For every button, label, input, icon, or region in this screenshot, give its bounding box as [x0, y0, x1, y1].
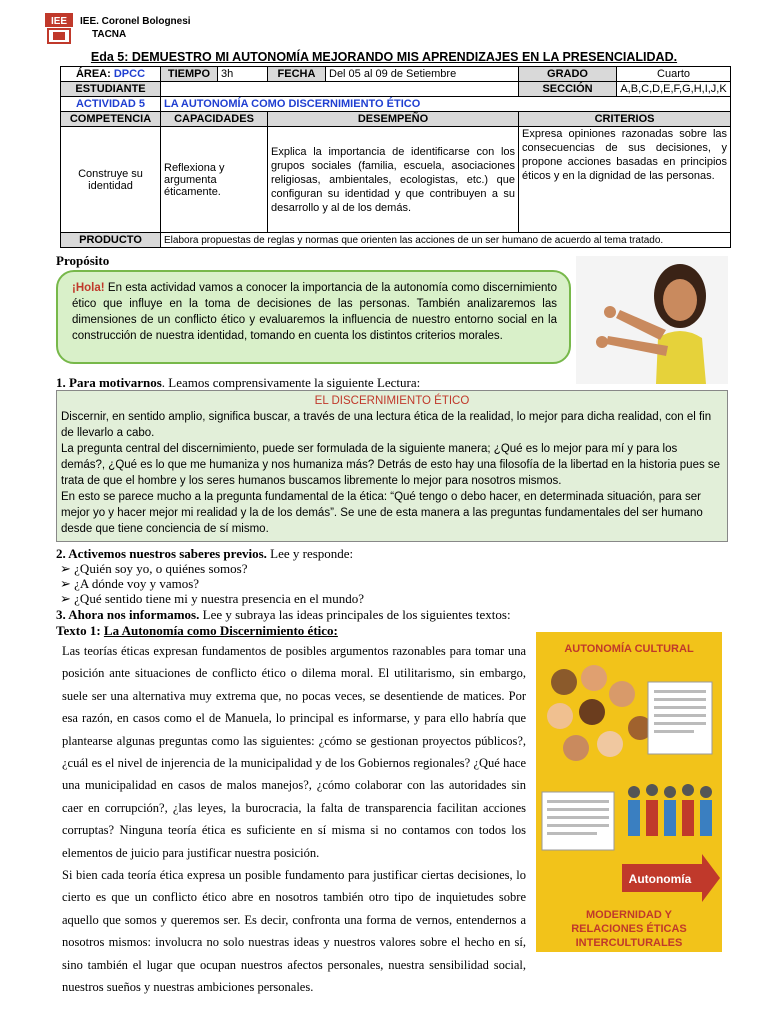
fecha-value: Del 05 al 09 de Setiembre — [326, 67, 519, 82]
body-paragraph: Las teorías éticas expresan fundamentos de posibles argumentos razonables para tomar una posición ante situaciones de conflicto ético o dilema moral. El utilitarismo, sin embargo, suele ser una alternativa muy extrema que, no pocas veces, se desentiende de matices. Por esa razón, en casos como el de Manuela, lo principal es informarse, y para ello habría que plantearse algunas preguntas como las siguientes: ¿cómo se gestionan proyectos públicos?, ¿cuál es el nivel de injerencia de la municipalidad y de los Gobiernos regionales? ¿Qué hace una municipalidad en casos de malos manejos?, ¿cómo colaborar con las autoridades sin caer en corrupción?, ¿las leyes, la burocracia, la falta de transparencia facilitan acciones corruptas? Ninguna teoría ética es suficiente en sí misma si no contamos con todos los elementos de juicio para justificar nuestra posición. — [62, 644, 526, 860]
competencia-value: Construye su identidad — [61, 127, 161, 233]
svg-text:RELACIONES ÉTICAS: RELACIONES ÉTICAS — [571, 923, 687, 935]
capacidades-header: CAPACIDADES — [161, 112, 268, 127]
section3-heading: 3. Ahora nos informamos. Lee y subraya las ideas principales de los siguientes textos: — [56, 607, 511, 622]
reading-box — [56, 390, 728, 542]
producto-value: Elabora propuestas de reglas y normas que orienten las acciones de un ser humano de acuerdo al tema tratado. — [161, 233, 731, 248]
producto-label: PRODUCTO — [61, 233, 161, 248]
section1-heading: 1. Para motivarnos. Leamos comprensivamente la siguiente Lectura: — [56, 375, 421, 390]
autonomia-poster-image — [536, 632, 722, 952]
texto1-heading: Texto 1: La Autonomía como Discernimiento ético: — [56, 623, 338, 638]
area-cell: ÁREA: DPCC — [61, 67, 161, 82]
arrow-bullet-icon: ➢ — [60, 591, 71, 606]
poster-title: AUTONOMÍA CULTURAL — [564, 643, 694, 655]
school-name: IEE. Coronel Bolognesi — [80, 16, 191, 27]
pointing-woman-image — [576, 256, 728, 384]
info-table — [60, 66, 731, 248]
svg-text:IEE: IEE — [50, 16, 68, 27]
estudiante-label: ESTUDIANTE — [61, 82, 161, 97]
page-title: Eda 5: DEMUESTRO MI AUTONOMÍA MEJORANDO MIS APRENDIZAJES EN LA PRESENCIALIDAD. — [90, 50, 678, 64]
tiempo-label: TIEMPO — [161, 67, 218, 82]
actividad-value: LA AUTONOMÍA COMO DISCERNIMIENTO ÉTICO — [161, 97, 731, 112]
school-logo — [44, 12, 74, 46]
grado-label: GRADO — [519, 67, 617, 82]
poster-arrow-label: Autonomía — [628, 872, 692, 886]
svg-text:INTERCULTURALES: INTERCULTURALES — [575, 937, 683, 949]
hola-label: ¡Hola! — [72, 282, 105, 294]
reading-title: EL DISCERNIMIENTO ÉTICO — [314, 395, 470, 407]
arrow-bullet-icon: ➢ — [60, 576, 71, 591]
criterios-header: CRITERIOS — [519, 112, 731, 127]
reading-paragraph: En esto se parece mucho a la pregunta fundamental de la ética: “Qué tengo o debo hacer, en determinada situación, para ser mejor yo y hacer mejor mi realidad y la de los demás”. Se une de esta manera a las preguntas fundamentales del ser humano desde que tiene conciencia de sí mismo. — [61, 491, 703, 535]
reading-paragraph: La pregunta central del discernimiento, puede ser formulada de la siguiente manera; ¿Qué es lo mejor para mí y para los demás?, ¿Qué es lo que me humaniza y nos humaniza más? Detrás de esto hay una filosofía de la libertad en la historia pues se trata de que el hombre y los seres humanos buscamos libremente lo mejor para nosotros mismos. — [61, 443, 721, 487]
actividad-label: ACTIVIDAD 5 — [61, 97, 161, 112]
proposito-box — [56, 270, 571, 364]
svg-text:MODERNIDAD Y: MODERNIDAD Y — [586, 909, 672, 921]
question-item: ➢ ¿A dónde voy y vamos? — [60, 576, 200, 591]
capacidades-value: Reflexiona y argumenta éticamente. — [161, 127, 268, 233]
school-city: TACNA — [92, 29, 127, 40]
estudiante-value — [161, 82, 519, 97]
criterios-value: Expresa opiniones razonadas sobre las consecuencias de sus decisiones, y propone acciones basadas en principios éticos y en la dignidad de las personas. — [519, 127, 731, 233]
seccion-value: A,B,C,D,E,F,G,H,I,J,K — [617, 82, 731, 97]
proposito-text: En esta actividad vamos a conocer la importancia de la autonomía como discernimiento ético que influye en la toma de decisiones de las personas. También analizaremos las dimensiones de un conflicto ético y evaluaremos la influencia de nuestro entorno social en la construcción de nuestra identidad, tomando en cuenta los distintos criterios morales. — [72, 282, 557, 342]
fecha-label: FECHA — [268, 67, 326, 82]
desempeno-header: DESEMPEÑO — [268, 112, 519, 127]
texto1-body — [62, 640, 526, 999]
body-paragraph: Si bien cada teoría ética expresa un posible fundamento para justificar ciertas decisiones, lo cierto es que un conflicto ético abre en nosotros también otro tipo de inquietudes sobre aquello que somos y queremos ser. Es decir, confronta una forma de vernos, entendernos a nosotros mismos: involucra no solo nuestras ideas y nuestros valores sobre el hecho en sí, sino también el lugar que ocupan nuestros afectos personales, nuestra sensibilidad social, nuestros sueños y nuestras ambiciones personales. — [62, 868, 526, 995]
desempeno-value: Explica la importancia de identificarse con los grupos sociales (familia, escuela, asociaciones religiosas, ambientales, ecologistas, etc.) que configuran su identidad y que contribuyen a su desarrollo y al de los demás. — [268, 127, 519, 233]
reading-paragraph: Discernir, en sentido amplio, significa buscar, a través de una lectura ética de la realidad, lo mejor para dicha realidad, con el fin de llevarlo a cabo. — [61, 411, 712, 439]
question-item: ➢ ¿Qué sentido tiene mi y nuestra presencia en el mundo? — [60, 591, 365, 606]
competencia-header: COMPETENCIA — [61, 112, 161, 127]
grado-value: Cuarto — [617, 67, 731, 82]
question-item: ➢ ¿Quién soy yo, o quiénes somos? — [60, 561, 248, 576]
section2-heading: 2. Activemos nuestros saberes previos. Lee y responde: — [56, 546, 354, 561]
arrow-bullet-icon: ➢ — [60, 561, 71, 576]
tiempo-value: 3h — [218, 67, 268, 82]
proposito-title: Propósito — [56, 253, 110, 268]
seccion-label: SECCIÓN — [519, 82, 617, 97]
